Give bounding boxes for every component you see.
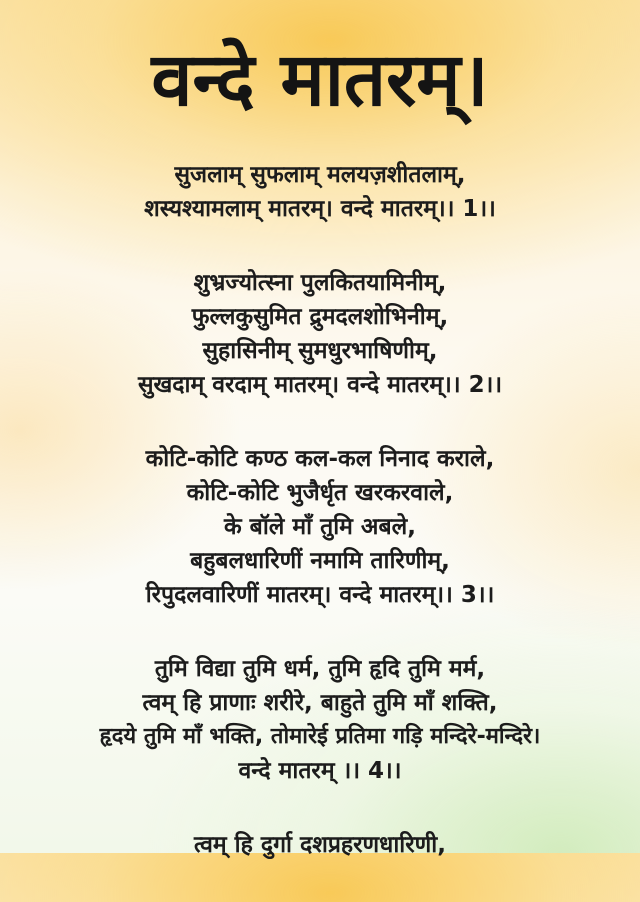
verses xyxy=(0,158,640,902)
verse-line: कोटि-कोटि कण्ठ कल-कल निनाद कराले, xyxy=(145,446,495,472)
verse-line: बहुबलधारिणीं नमामि तारिणीम्, xyxy=(190,548,450,574)
verse-line: फुल्लकुसुमित द्रुमदलशोभिनीम्, xyxy=(191,304,449,330)
verse-line: त्वम् हि दुर्गा दशप्रहरणधारिणी, xyxy=(194,832,446,858)
stanza-5 xyxy=(0,828,640,862)
verse-line: रिपुदलवारिणीं मातरम्। वन्दे मातरम्।। 3।। xyxy=(145,582,495,608)
page-title: वन्दे मातरम्। xyxy=(151,37,489,123)
verse-line: सुखदाम् वरदाम् मातरम्। वन्दे मातरम्।। 2।। xyxy=(137,372,503,398)
verse-line: वन्दे मातरम् ।। 4।। xyxy=(238,758,402,784)
verse-line: कोटि-कोटि भुजैर्धृत खरकरवाले, xyxy=(186,480,454,506)
stanza-2 xyxy=(0,266,640,402)
verse-line: के बॉले माँ तुमि अबले, xyxy=(224,514,416,540)
verse-line: सुजलाम् सुफलाम् मलयज़शीतलाम्, xyxy=(174,162,466,188)
stanza-4 xyxy=(0,652,640,788)
verse-line: सुहासिनीम् सुमधुरभाषिणीम्, xyxy=(202,338,438,364)
verse-line: त्वम् हि प्राणाः शरीरे, बाहुते तुमि माँ शक्ति, xyxy=(142,690,498,716)
verse-line: हृदये तुमि माँ भक्ति, तोमारेई प्रतिमा गड़ि मन्दिरे-मन्दिरे। xyxy=(99,724,541,749)
verse-line: शस्यश्यामलाम् मातरम्। वन्दे मातरम्।। 1।। xyxy=(144,196,496,222)
stanza-1 xyxy=(0,158,640,226)
verse-line: शुभ्रज्योत्स्ना पुलकितयामिनीम्, xyxy=(193,270,447,296)
verse-line: तुमि विद्या तुमि धर्म, तुमि हृदि तुमि मर्म, xyxy=(154,656,486,682)
stanza-3 xyxy=(0,442,640,612)
